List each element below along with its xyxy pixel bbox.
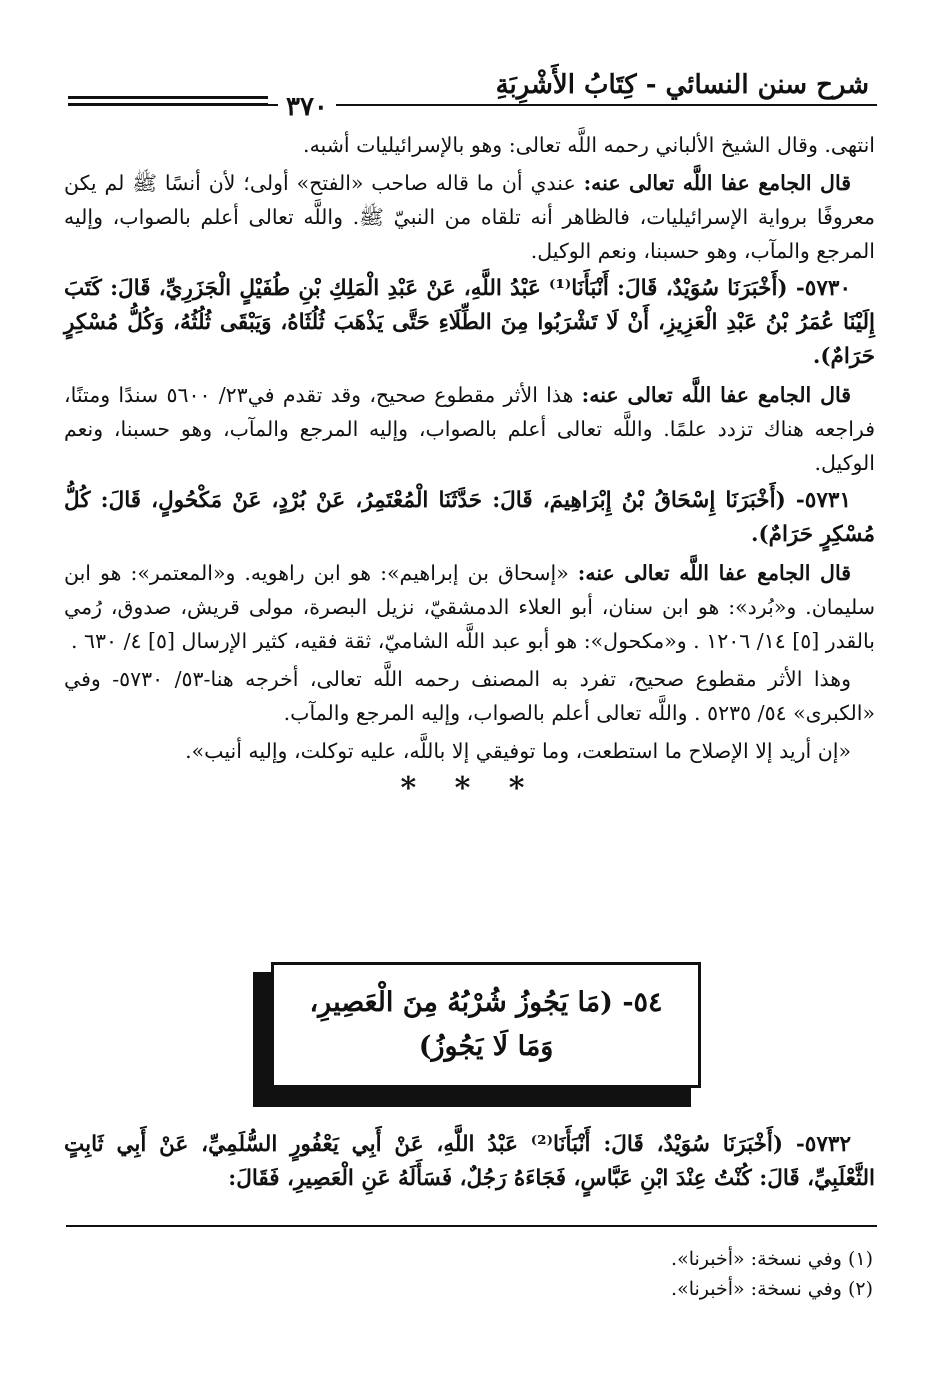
hadith-5730	[64, 272, 875, 374]
footnote-2: (٢) وفي نسخة: «أخبرنا».	[671, 1278, 873, 1300]
paragraph-text: وهذا الأثر مقطوع صحيح، تفرد به المصنف رحمه اللَّه تعالى، أخرجه هنا-٥٣/ ٥٧٣٠- وفي «الكبرى» ٥٤/ ٥٢٣٥ . واللَّه تعالى أعلم بالصواب، وإليه المرجع والمآب.	[64, 667, 875, 725]
page-body	[64, 128, 875, 824]
paragraph-8	[64, 734, 875, 768]
footnote-1: (١) وفي نسخة: «أخبرنا».	[671, 1248, 873, 1270]
chapter-heading-box	[253, 962, 701, 1107]
commentary-label: قال الجامع عفا اللَّه تعالى عنه:	[583, 171, 851, 195]
page-header	[68, 60, 877, 120]
hadith-5731	[64, 484, 875, 552]
paragraph-1	[64, 128, 875, 162]
hadith-5732: ٥٧٣٢- (أَخْبَرَنَا سُوَيْدٌ، قَالَ: أَنْبَأَنَا⁽²⁾ عَبْدُ اللَّهِ، عَنْ أَبِي يَعْفُورٍ السُّلَمِيِّ، عَنْ أَبِي ثَابِتٍ الثَّعْلَبِيِّ، قَالَ: كُنْتُ عِنْدَ ابْنِ عَبَّاسٍ، فَجَاءَهُ رَجُلٌ، فَسَأَلَهُ عَنِ الْعَصِيرِ، فَقَالَ:	[64, 1132, 875, 1191]
commentary-label: قال الجامع عفا اللَّه تعالى عنه:	[581, 383, 852, 407]
running-title: شرح سنن النسائي - كِتَابُ الأَشْرِبَةِ	[495, 70, 869, 100]
footnote-rule	[66, 1225, 877, 1227]
paragraph-text: «إن أريد إلا الإصلاح ما استطعت، وما توفيقي إلا باللَّه، عليه توكلت، وإليه أنيب».	[185, 739, 851, 763]
hadith-text: ٥٧٣١- (أَخْبَرَنَا إِسْحَاقُ بْنُ إِبْرَاهِيمَ، قَالَ: حَدَّثَنَا الْمُعْتَمِرُ، عَنْ بُرْدٍ، عَنْ مَكْحُولٍ، قَالَ: كُلُّ مُسْكِرٍ حَرَامٌ).	[64, 488, 875, 547]
commentary-label: قال الجامع عفا اللَّه تعالى عنه:	[577, 561, 852, 585]
paragraph-text: انتهى. وقال الشيخ الألباني رحمه اللَّه تعالى: وهو بالإسرائيليات أشبه.	[303, 133, 875, 157]
page-number: ٣٧٠	[278, 92, 336, 122]
chapter-title-line-2: وَمَا لَا يَجُوزُ)	[418, 1031, 554, 1062]
chapter-title-line-1: ٥٤- (مَا يَجُوزُ شُرْبُهُ مِنَ الْعَصِيرِ،	[309, 987, 663, 1018]
paragraph-text: هذا الأثر مقطوع صحيح، وقد تقدم في٢٣/ ٥٦٠٠ سندًا ومتنًا، فراجعه هناك تزدد علمًا. واللَّه تعالى أعلم بالصواب، وإليه المرجع والمآب، وهو حسبنا، ونعم الوكيل.	[64, 383, 875, 475]
paragraph-4	[64, 378, 875, 480]
header-bars	[68, 96, 268, 110]
paragraph-text: «إسحاق بن إبراهيم»: هو ابن راهويه. و«المعتمر»: هو ابن سليمان. و«بُرد»: هو ابن سنان، أبو العلاء الدمشقيّ، نزيل البصرة، مولى قريش، صدوق، رُمي بالقدر [٥] ١٤/ ١٢٠٦ . و«مكحول»: هو أبو عبد اللَّه الشاميّ، ثقة فقيه، كثير الإرسال [٥] ٤/ ٦٣٠ .	[64, 561, 875, 653]
hadith-5732-block	[64, 1128, 875, 1196]
paragraph-text: عندي أن ما قاله صاحب «الفتح» أولى؛ لأن أنسًا ﷺ لم يكن معروفًا برواية الإسرائيليات، فالظاهر أنه تلقاه من النبيّ ﷺ. واللَّه تعالى أعلم بالصواب، وإليه المرجع والمآب، وهو حسبنا، ونعم الوكيل.	[64, 171, 875, 263]
section-separator: * * *	[400, 771, 539, 806]
chapter-box-frame	[271, 962, 701, 1088]
hadith-text: ٥٧٣٠- (أَخْبَرَنَا سُوَيْدٌ، قَالَ: أَنْبَأَنَا⁽¹⁾ عَبْدُ اللَّهِ، عَنْ عَبْدِ الْمَلِكِ بْنِ طُفَيْلٍ الْجَزَرِيِّ، قَالَ: كَتَبَ إِلَيْنَا عُمَرُ بْنُ عَبْدِ الْعَزِيزِ، أَنْ لَا تَشْرَبُوا مِنَ الطِّلَاءِ حَتَّى يَذْهَبَ ثُلُثَاهُ، وَيَبْقَى ثُلُثُهُ، وَكُلُّ مُسْكِرٍ حَرَامٌ).	[64, 276, 875, 369]
paragraph-2	[64, 166, 875, 268]
paragraph-7	[64, 662, 875, 730]
paragraph-6	[64, 556, 875, 658]
footnotes	[66, 1244, 873, 1304]
